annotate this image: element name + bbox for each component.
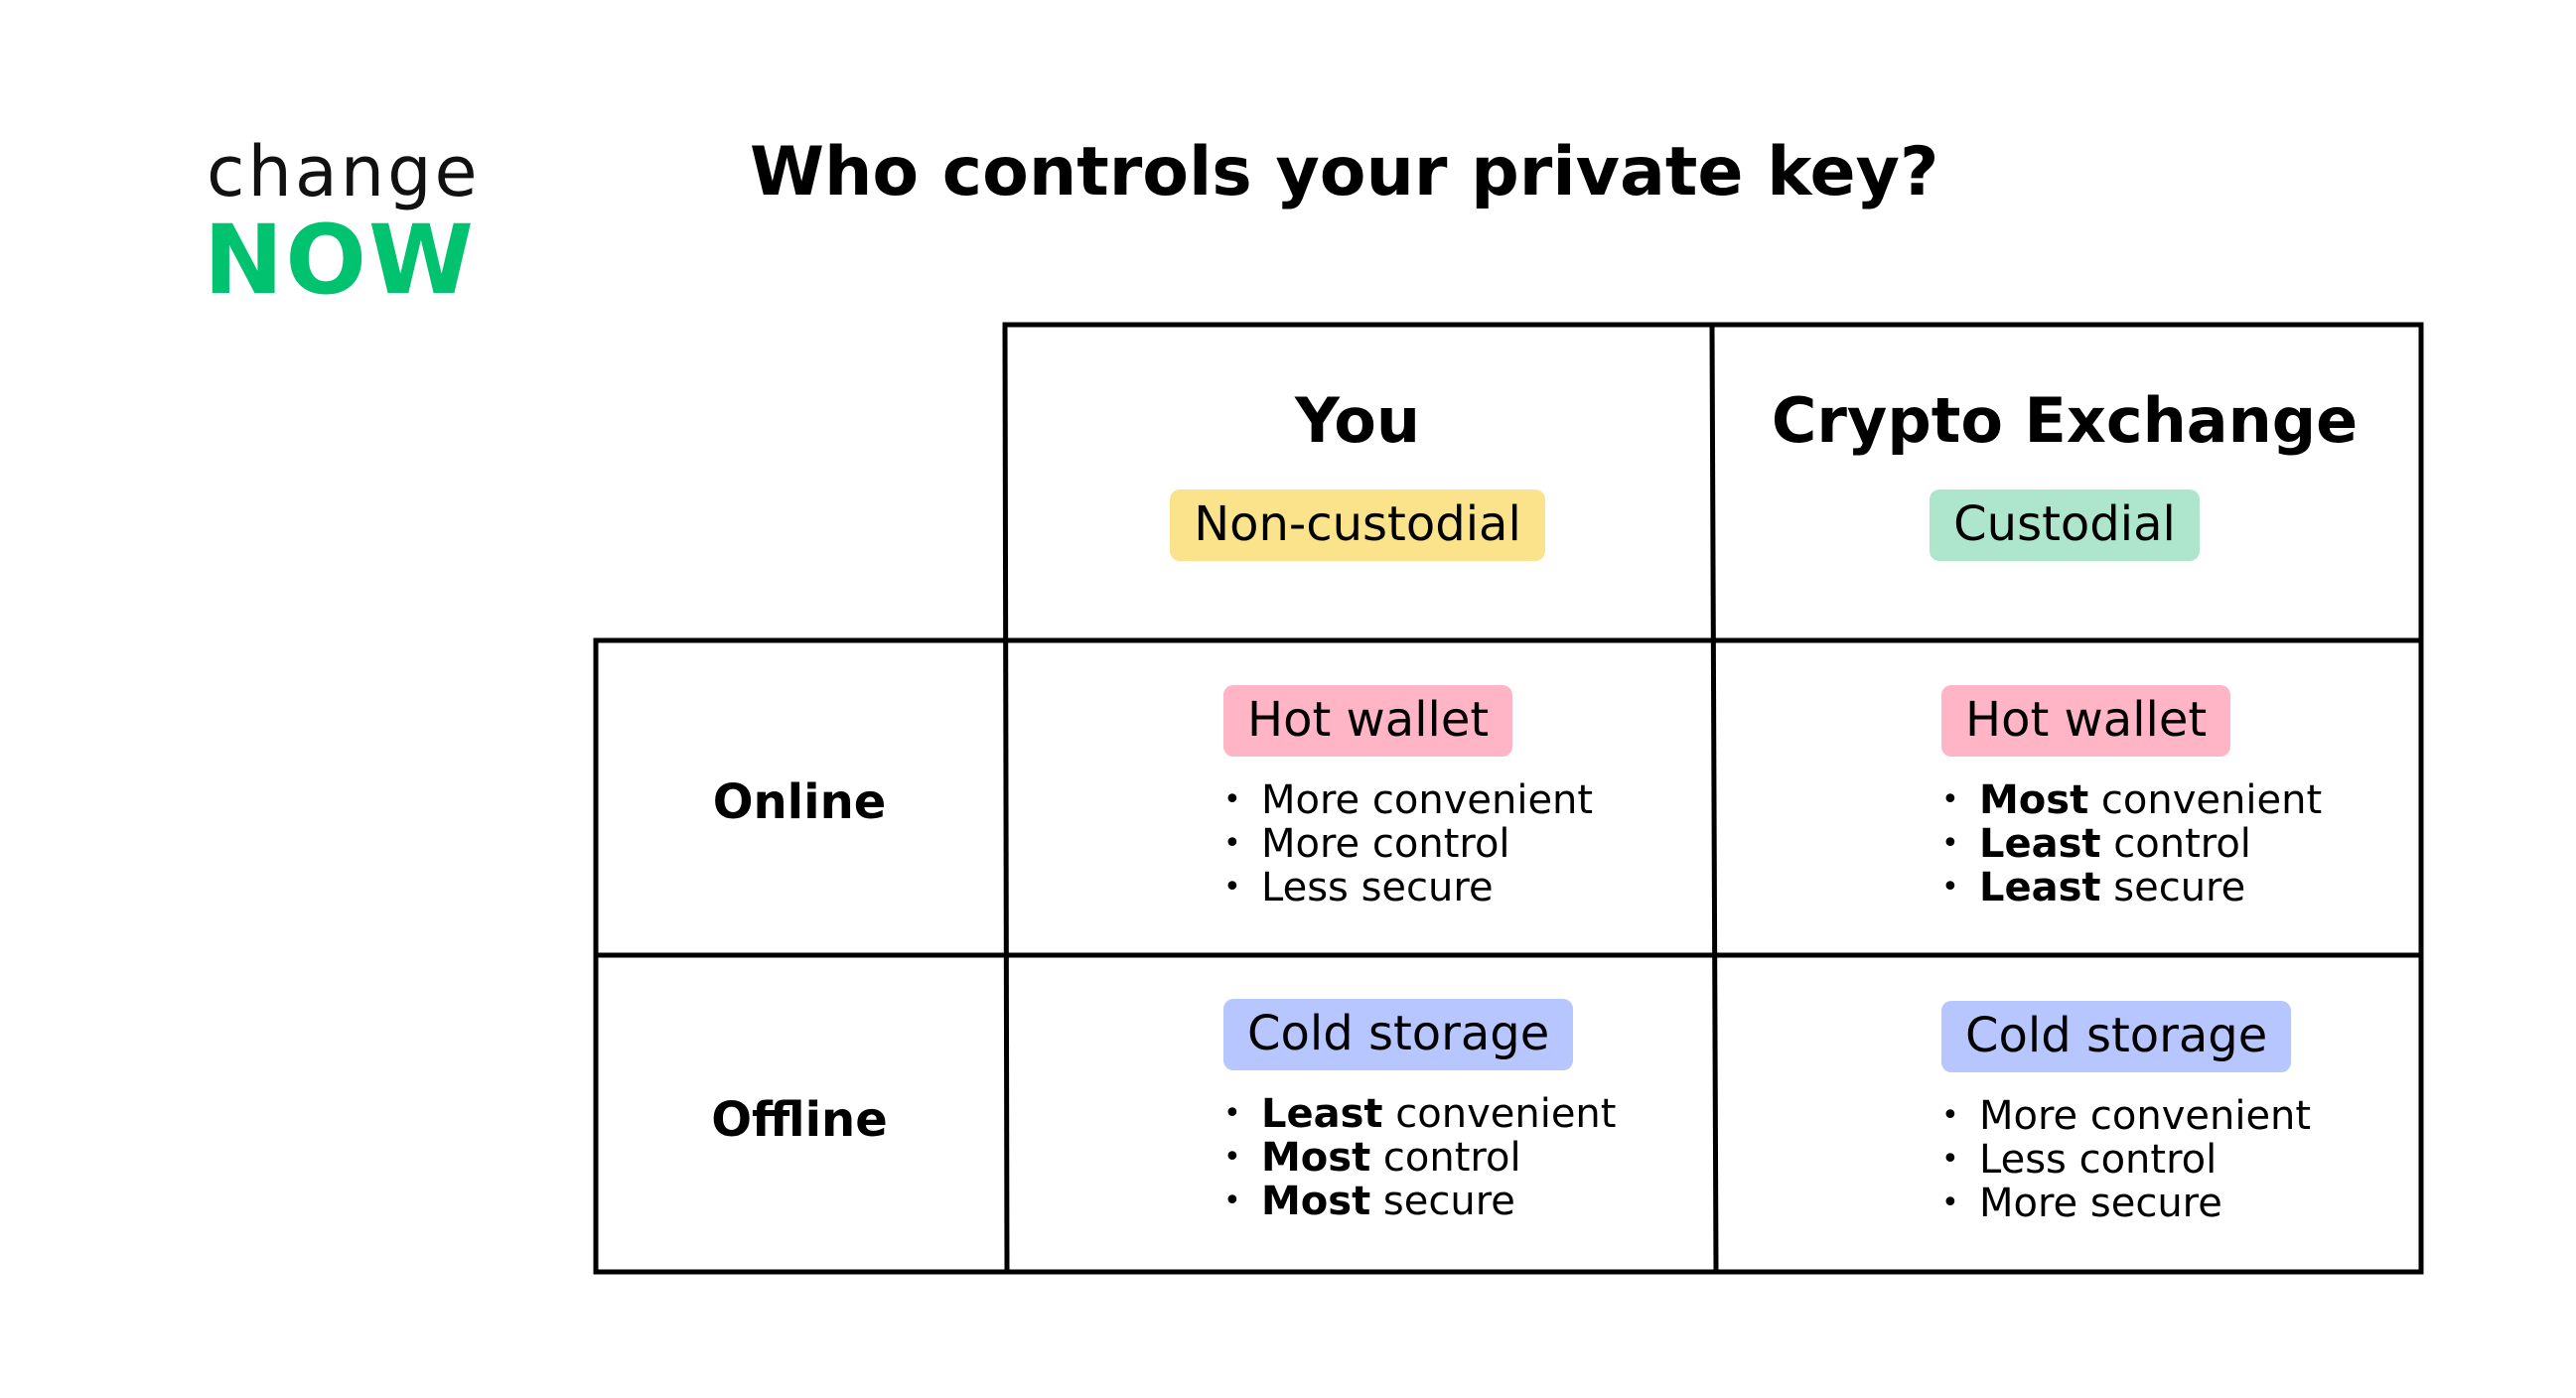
list-item [1223, 1180, 1919, 1223]
list-item-text: convenient [1382, 1091, 1617, 1138]
emphasis-text: Least [1261, 1091, 1383, 1138]
list-item-text: More convenient [1261, 777, 1594, 824]
column-title: Crypto Exchange [1771, 384, 2359, 457]
row-header-offline: Offline [711, 1092, 888, 1148]
list-item [1941, 1094, 2576, 1138]
list-item-text: secure [2100, 865, 2246, 911]
cell-online-exchange [1941, 685, 2576, 909]
feature-list [1941, 778, 2576, 909]
list-item-text: control [2100, 821, 2251, 868]
cell-offline-you [1223, 999, 1919, 1223]
list-item [1941, 822, 2576, 866]
column-header-crypto-exchange [1712, 323, 2417, 630]
list-item-text: secure [1370, 1179, 1515, 1225]
cell-offline-exchange [1941, 1001, 2576, 1225]
list-item-text: control [1370, 1135, 1521, 1182]
emphasis-text: Least [1979, 865, 2101, 911]
column-title: You [1295, 384, 1420, 457]
feature-list [1941, 1094, 2576, 1225]
list-item [1223, 778, 1919, 822]
emphasis-text: Most [1261, 1179, 1371, 1225]
list-item [1223, 1136, 1919, 1180]
logo-wordmark-bottom: NOW [204, 205, 476, 316]
list-item [1941, 1182, 2576, 1225]
row-header-online: Online [712, 774, 887, 830]
page-title: Who controls your private key? [750, 133, 1939, 211]
feature-list [1223, 1092, 1919, 1223]
cell-online-you [1223, 685, 1919, 909]
emphasis-text: Least [1979, 821, 2101, 868]
emphasis-text: Most [1979, 777, 2089, 824]
logo-wordmark-top: change [207, 131, 481, 212]
list-item-text: convenient [2088, 777, 2323, 824]
emphasis-text: Most [1261, 1135, 1371, 1182]
hot-wallet-badge: Hot wallet [1941, 685, 2230, 757]
column-header-you [1005, 323, 1710, 630]
list-item [1941, 778, 2576, 822]
list-item-text: Less secure [1261, 865, 1494, 911]
hot-wallet-badge: Hot wallet [1223, 685, 1512, 757]
list-item-text: More control [1261, 821, 1510, 868]
list-item [1223, 866, 1919, 909]
list-item-text: More convenient [1979, 1093, 2312, 1140]
list-item [1223, 1092, 1919, 1136]
list-item-text: Less control [1979, 1137, 2218, 1184]
cold-storage-badge: Cold storage [1223, 999, 1573, 1070]
cold-storage-badge: Cold storage [1941, 1001, 2291, 1072]
custodial-badge: Custodial [1930, 489, 2200, 561]
list-item [1223, 822, 1919, 866]
non-custodial-badge: Non-custodial [1170, 489, 1545, 561]
feature-list [1223, 778, 1919, 909]
list-item-text: More secure [1979, 1181, 2222, 1227]
list-item [1941, 1138, 2576, 1182]
list-item [1941, 866, 2576, 909]
